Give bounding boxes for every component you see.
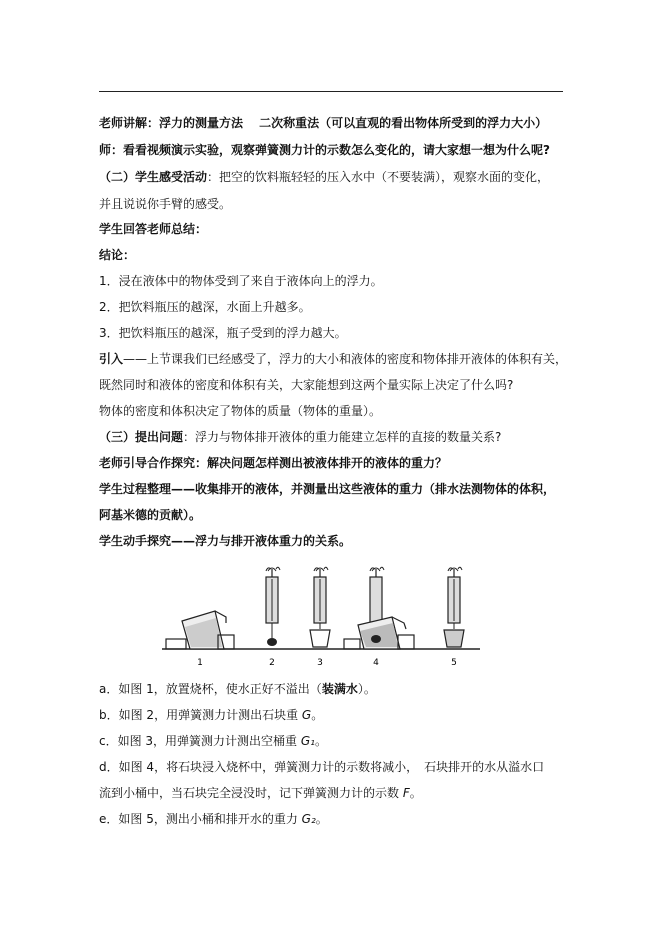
step-c-var: G₁ [300, 734, 315, 748]
figure-label-4: 4 [373, 658, 379, 668]
header-rule [99, 91, 563, 92]
paragraph-activity-cont: 并且说说你手臂的感受。 [99, 197, 232, 211]
conclusion-item-3: 3．把饮料瓶压的越深，瓶子受到的浮力越大。 [99, 326, 347, 340]
step-e-end: 。 [315, 812, 328, 826]
figure-2-scale-stone [266, 567, 280, 646]
paragraph-intro-cont: 既然同时和液体的密度和体积有关，大家能想到这两个量实际上决定了什么吗? [99, 378, 514, 392]
step-d-var: F [402, 786, 410, 800]
step-b-text: b．如图 2，用弹簧测力计测出石块重 [99, 708, 302, 722]
step-d: d．如图 4，将石块浸入烧杯中，弹簧测力计的示数将减小， 石块排开的水从溢水口 [99, 760, 545, 774]
paragraph-teacher-video: 师：看看视频演示实验，观察弹簧测力计的示数怎么变化的，请大家想一想为什么呢? [99, 143, 550, 157]
step-a-text: a．如图 1，放置烧杯，使水正好不溢出（ [99, 682, 322, 696]
paragraph-conclusion-heading: 结论： [99, 248, 136, 262]
figure-label-5: 5 [451, 658, 457, 668]
step-e-var: G₂ [301, 812, 316, 826]
step-a [99, 682, 569, 696]
question-text: ：浮力与物体排开液体的重力能建立怎样的直接的数量关系? [183, 430, 502, 444]
paragraph-process: 学生过程整理——收集排开的液体，并测量出这些液体的重力（排水法测物体的体积， [99, 482, 556, 496]
step-d-cont-text: 流到小桶中，当石块完全浸没时，记下弹簧测力计的示数 [99, 786, 403, 800]
figure-label-2: 2 [269, 658, 275, 668]
step-c-text: c．如图 3，用弹簧测力计测出空桶重 [99, 734, 301, 748]
figure-label-1: 1 [197, 658, 203, 668]
paragraph-student-answer: 学生回答老师总结： [99, 222, 208, 236]
step-b-end: 。 [311, 708, 324, 722]
conclusion-item-1: 1．浸在液体中的物体受到了来自于液体向上的浮力。 [99, 274, 383, 288]
figure-4-immersed [344, 567, 414, 649]
conclusion-item-2: 2．把饮料瓶压的越深，水面上升越多。 [99, 300, 311, 314]
paragraph-teacher-explain: 老师讲解：浮力的测量方法 二次称重法（可以直观的看出物体所受到的浮力大小） [99, 116, 548, 130]
experiment-figure [160, 563, 485, 671]
step-a-end: ）。 [357, 682, 376, 696]
step-a-bold: 装满水 [321, 682, 358, 696]
activity-heading: （二）学生感受活动 [99, 170, 208, 184]
figure-1-overflow-beaker [166, 611, 234, 649]
step-d-end: 。 [409, 786, 422, 800]
paragraph-mass: 物体的密度和体积决定了物体的质量（物体的重量）。 [99, 404, 382, 418]
paragraph-question [99, 430, 569, 444]
step-c-end: 。 [314, 734, 327, 748]
paragraph-hands-on: 学生动手探究——浮力与排开液体重力的关系。 [99, 534, 352, 548]
intro-text: ——上节课我们已经感受了，浮力的大小和液体的密度和物体排开液体的体积有关， [123, 352, 568, 366]
step-b [99, 708, 569, 722]
step-e [99, 812, 569, 826]
step-d-cont [99, 786, 569, 800]
step-e-text: e．如图 5，测出小桶和排开水的重力 [99, 812, 302, 826]
figure-3-scale-bucket [310, 567, 330, 647]
figure-label-3: 3 [317, 658, 323, 668]
figure-5-scale-water-bucket [444, 567, 464, 647]
paragraph-cooperation: 老师引导合作探究：解决问题怎样测出被液体排开的液体的重力？ [99, 456, 448, 470]
step-c [99, 734, 569, 748]
paragraph-process-cont: 阿基米德的贡献）。 [99, 508, 202, 522]
paragraph-intro [99, 352, 569, 366]
activity-text: ：把空的饮料瓶轻轻的压入水中（不要装满），观察水面的变化， [207, 170, 550, 184]
intro-heading: 引入 [99, 352, 124, 366]
question-heading: （三）提出问题 [99, 430, 184, 444]
step-b-var: G [301, 708, 312, 722]
paragraph-activity [99, 170, 569, 184]
